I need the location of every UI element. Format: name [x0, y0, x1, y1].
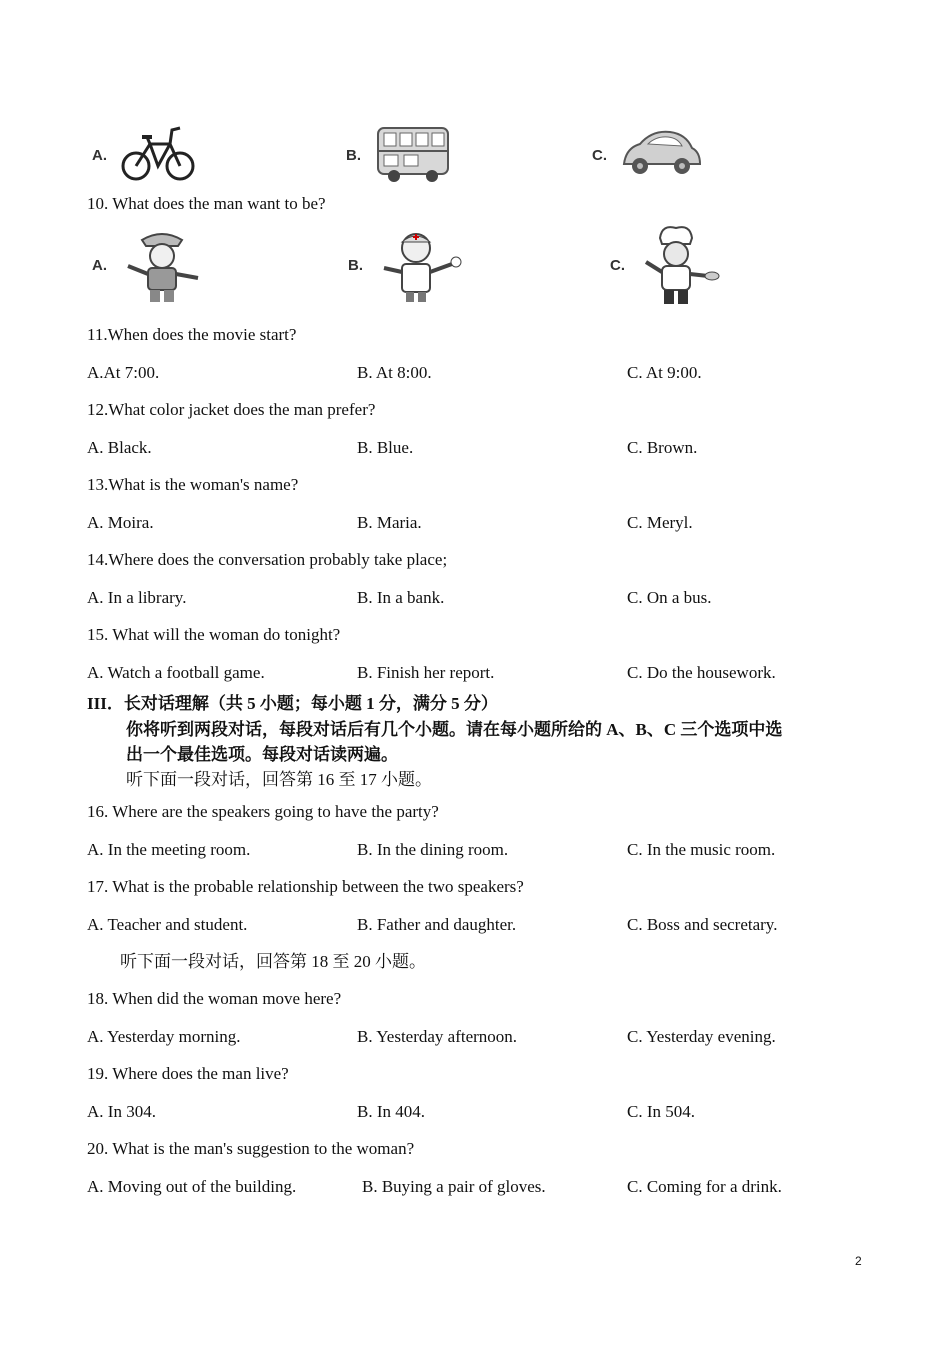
section-3-heading: III．长对话理解（共 5 小题；每小题 1 分，满分 5 分）: [87, 694, 498, 713]
q17-option-a: A. Teacher and student.: [87, 915, 248, 934]
q15-option-c: C. Do the housework.: [627, 663, 776, 682]
q14-option-b: B. In a bank.: [357, 588, 445, 607]
dialog-1-intro: 听下面一段对话，回答第 16 至 17 小题。: [126, 770, 432, 789]
q11-question: 11.When does the movie start?: [87, 325, 297, 344]
q14-question: 14.Where does the conversation probably take place;: [87, 550, 448, 569]
q13-option-c: C. Meryl.: [627, 513, 693, 532]
car-icon: [618, 124, 704, 180]
q16-question: 16. Where are the speakers going to have the party?: [87, 802, 439, 821]
q18-option-b: B. Yesterday afternoon.: [357, 1027, 518, 1046]
q13-option-a: A. Moira.: [87, 513, 154, 532]
q10-option-b-label: B.: [348, 257, 363, 274]
q16-option-c: C. In the music room.: [627, 840, 776, 859]
q17-question: 17. What is the probable relationship between the two speakers?: [87, 877, 524, 896]
q10-question: 10. What does the man want to be?: [87, 194, 326, 213]
q19-option-a: A. In 304.: [87, 1102, 156, 1121]
double-decker-bus-icon: [374, 122, 452, 184]
q14-option-c: C. On a bus.: [627, 588, 712, 607]
section-3-instruction-line2: 出一个最佳选项。每段对话读两遍。: [126, 745, 398, 764]
q10-option-a-label: A.: [92, 257, 107, 274]
q14-option-a: A. In a library.: [87, 588, 187, 607]
q9-option-c-label: C.: [592, 147, 607, 164]
q17-option-b: B. Father and daughter.: [357, 915, 517, 934]
q15-option-b: B. Finish her report.: [357, 663, 495, 682]
dialog-2-intro: 听下面一段对话，回答第 18 至 20 小题。: [120, 952, 426, 971]
q12-question: 12.What color jacket does the man prefer?: [87, 400, 376, 419]
q11-option-b: B. At 8:00.: [357, 363, 432, 382]
doctor-icon: [372, 226, 464, 304]
q20-option-a: A. Moving out of the building.: [87, 1177, 297, 1196]
q17-option-c: C. Boss and secretary.: [627, 915, 778, 934]
q13-option-b: B. Maria.: [357, 513, 422, 532]
chef-icon: [632, 222, 720, 308]
q12-option-b: B. Blue.: [357, 438, 414, 457]
q19-question: 19. Where does the man live?: [87, 1064, 289, 1083]
bicycle-icon: [120, 120, 196, 186]
q13-question: 13.What is the woman's name?: [87, 475, 299, 494]
q11-option-c: C. At 9:00.: [627, 363, 702, 382]
q9-option-a-label: A.: [92, 147, 107, 164]
q20-option-b: B. Buying a pair of gloves.: [362, 1177, 546, 1196]
q15-option-a: A. Watch a football game.: [87, 663, 265, 682]
q10-option-c-label: C.: [610, 257, 625, 274]
q11-option-a: A.At 7:00.: [87, 363, 160, 382]
section-3-instruction-line1: 你将听到两段对话，每段对话后有几个小题。请在每小题所给的 A、B、C 三个选项中选: [126, 720, 783, 739]
q18-option-c: C. Yesterday evening.: [627, 1027, 776, 1046]
q12-option-c: C. Brown.: [627, 438, 698, 457]
q15-question: 15. What will the woman do tonight?: [87, 625, 341, 644]
policeman-icon: [118, 226, 206, 304]
q20-option-c: C. Coming for a drink.: [627, 1177, 782, 1196]
page-number: 2: [855, 1254, 862, 1268]
q12-option-a: A. Black.: [87, 438, 152, 457]
q20-question: 20. What is the man's suggestion to the woman?: [87, 1139, 415, 1158]
q19-option-b: B. In 404.: [357, 1102, 425, 1121]
q16-option-b: B. In the dining room.: [357, 840, 509, 859]
q18-option-a: A. Yesterday morning.: [87, 1027, 241, 1046]
q16-option-a: A. In the meeting room.: [87, 840, 251, 859]
q19-option-c: C. In 504.: [627, 1102, 695, 1121]
q18-question: 18. When did the woman move here?: [87, 989, 342, 1008]
q9-option-b-label: B.: [346, 147, 361, 164]
